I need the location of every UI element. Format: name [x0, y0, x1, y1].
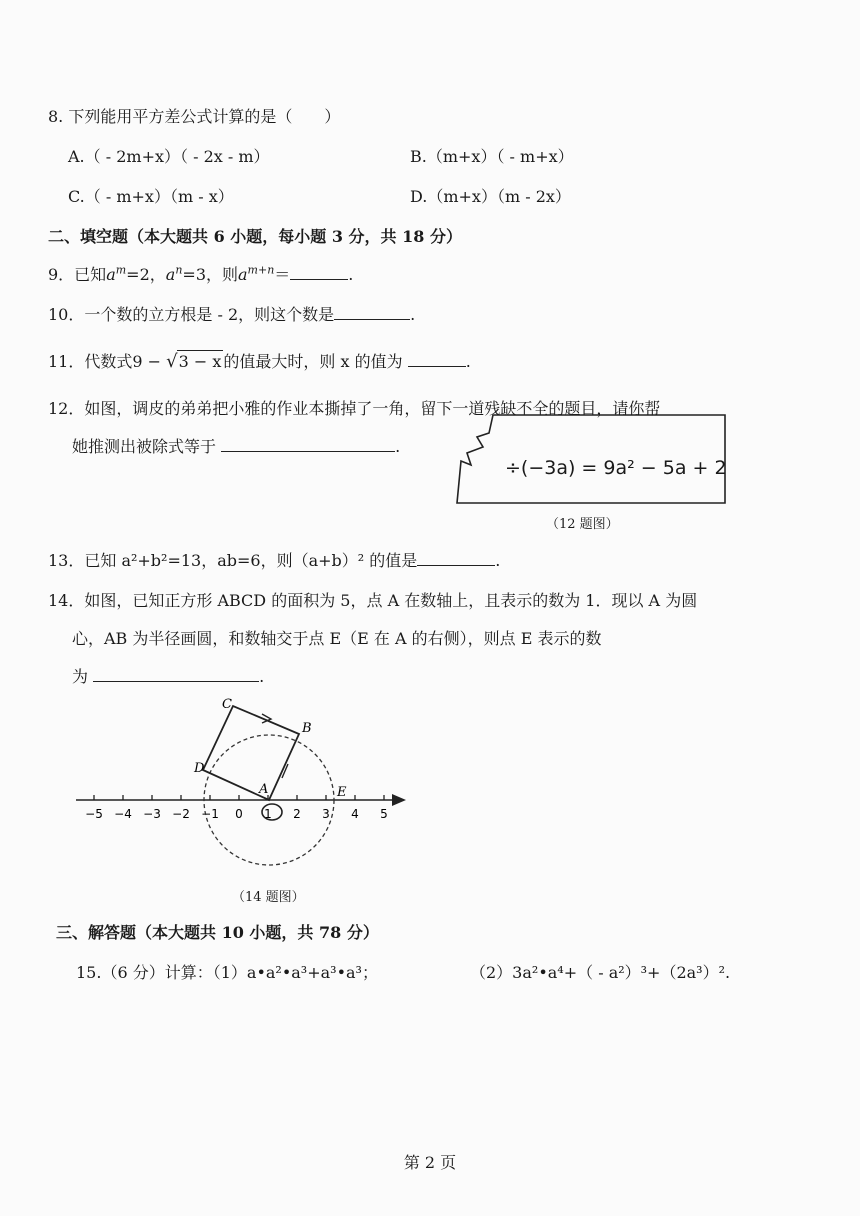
q13-text: 13．已知 a²+b²=13，ab=6，则（a+b）² 的值是 [48, 551, 418, 570]
number-line-figure [70, 692, 420, 888]
q10: 10．一个数的立方根是 - 2，则这个数是 . [48, 305, 416, 324]
q9-rhs-1: =2， [126, 265, 166, 284]
q15-part1 [76, 962, 378, 984]
q14-line2: 心，AB 为半径画圆，和数轴交于点 E（E 在 A 的右侧），则点 E 表示的数 [72, 629, 602, 648]
point-label-c: C [222, 697, 232, 712]
q11-prefix: 11．代数式 [48, 352, 133, 371]
axis-arrow-icon [392, 794, 406, 806]
q15-head: 15.（6 分）计算： [76, 963, 213, 982]
q14-line3: 为 . [72, 667, 265, 686]
square-abcd [203, 706, 299, 800]
q12-line2: 她推测出被除式等于 . [72, 437, 401, 456]
q14-line1: 14．如图，已知正方形 ABCD 的面积为 5，点 A 在数轴上，且表示的数为 1．现以 A 为圆 [48, 591, 698, 610]
q8-option-a: A.（ - 2m+x）（ - 2x - m） [68, 147, 270, 166]
q14-answer-blank[interactable] [93, 667, 259, 682]
page-number: 第 2 页 [403, 1153, 457, 1172]
section2-heading: 二、填空题（本大题共 6 小题，每小题 3 分，共 18 分） [48, 227, 462, 246]
q11-radicand: 3 − x [178, 352, 222, 371]
q12-answer-blank[interactable] [221, 437, 395, 452]
q12-line2-text: 她推测出被除式等于 [72, 437, 217, 456]
q12-line1: 12．如图，调皮的弟弟把小雅的作业本撕掉了一角，留下一道残缺不全的题目，请你帮 [48, 399, 661, 418]
axis-tick-label: 4 [351, 807, 359, 821]
axis-tick-label: −4 [114, 807, 132, 821]
q10-text: 10．一个数的立方根是 - 2，则这个数是 [48, 305, 335, 324]
q11-expr: 9 − [132, 352, 167, 371]
q13-answer-blank[interactable] [417, 551, 495, 566]
q9-prefix: 9．已知 [48, 265, 107, 284]
q9-ask-base: a [238, 265, 248, 284]
q8-option-b: B.（m+x）（ - m+x） [410, 147, 574, 166]
point-label-e: E [337, 785, 347, 800]
q9-base-1: a [106, 265, 116, 284]
q10-answer-blank[interactable] [334, 305, 410, 320]
axis-tick-label: 2 [293, 807, 301, 821]
q9-exp-1: m [115, 263, 127, 277]
axis-tick-label: −3 [143, 807, 161, 821]
q8-stem: 8. 下列能用平方差公式计算的是（ ） [48, 107, 341, 126]
q14-line3-text: 为 [72, 667, 89, 686]
q9-ask-exp: m+n [247, 263, 275, 277]
q11-answer-blank[interactable] [408, 352, 466, 367]
q15-part2: （2）3a²•a⁴+（ - a²）³+（2a³）². [470, 963, 731, 982]
q9-exp-2: n [175, 263, 183, 277]
q11: 11．代数式9 − √3 − x 的值最大时，则 x 的值为 . [48, 351, 471, 372]
q13: 13．已知 a²+b²=13，ab=6，则（a+b）² 的值是 . [48, 551, 501, 570]
sqrt-icon: √ [166, 351, 178, 372]
axis-tick-label: 5 [380, 807, 388, 821]
q9-answer-blank[interactable] [290, 265, 348, 280]
q9-base-2: a [165, 265, 176, 284]
point-label-d: D [194, 761, 205, 776]
q8-option-c: C.（ - m+x）（m - x） [68, 187, 234, 206]
q11-suffix: 的值最大时，则 x 的值为 [223, 352, 403, 371]
point-label-a: A [259, 782, 269, 797]
q9-ask-rhs: ＝ [274, 265, 291, 284]
axis-tick-label: −5 [85, 807, 103, 821]
q15-p1: （1）a•a²•a³+a³•a³； [212, 963, 378, 982]
q12-caption: （12 题图） [546, 517, 619, 532]
point-label-b: B [302, 721, 312, 736]
axis-tick-label: 0 [235, 807, 243, 821]
q14-caption: （14 题图） [232, 890, 305, 905]
axis-tick-label: 3 [322, 807, 330, 821]
q12-formula: ÷(−3a) = 9a² − 5a + 2 [505, 457, 727, 479]
axis-tick-label: −2 [172, 807, 190, 821]
q9: 9．已知$a^m=2$，$a^n=3$，则$a^{m+n}=$ . [48, 263, 354, 284]
axis-tick-label: −1 [201, 807, 219, 821]
section3-heading: 三、解答题（本大题共 10 小题，共 78 分） [56, 923, 379, 942]
q9-rhs-2: =3，则 [182, 265, 238, 284]
axis-tick-label: 1 [264, 807, 272, 821]
q8-option-d: D.（m+x）（m - 2x） [410, 187, 571, 206]
